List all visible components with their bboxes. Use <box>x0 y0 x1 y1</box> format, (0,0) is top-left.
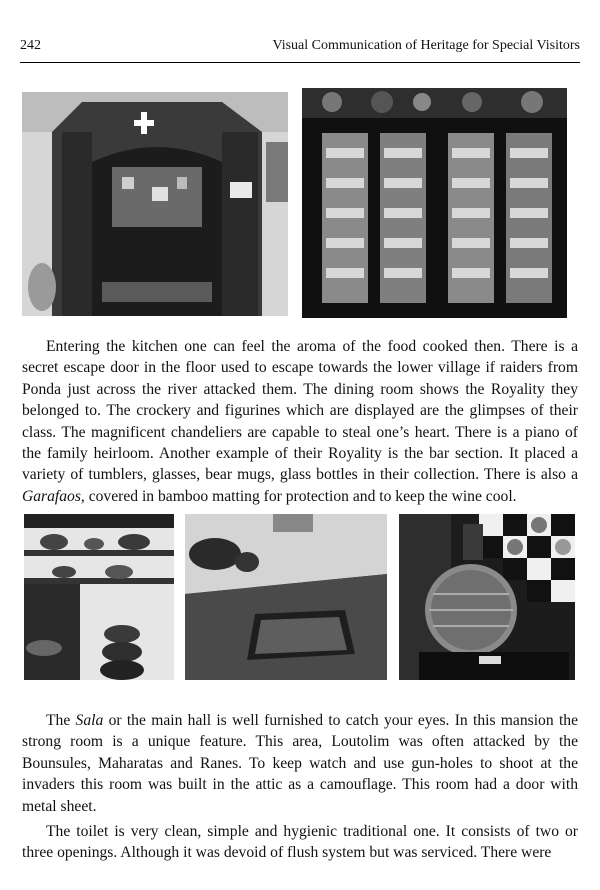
paragraph-toilet: The toilet is very clean, simple and hygienic traditional one. It consists of two or three openings. Although it was devoid of flush system but was serviced. There were <box>22 823 578 862</box>
kitchen-utensils-photo <box>24 514 174 680</box>
running-title: Visual Communication of Heritage for Special Visitors <box>272 38 580 53</box>
crockery-cabinet-photo <box>302 88 567 318</box>
paragraph-kitchen-dining: Entering the kitchen one can feel the aroma of the food cooked then. There is a secret escape door in the floor used to escape towards the lower village if raiders from Ponda just across the river attacked them. The dining room shows the Royality they belonged to. The crockery and figurines which are displayed are the glimpses of their class. The magnificent chandeliers are capable to steal one’s heart. There is a piano of the family heirloom. Another example of their Royality is the bar section. It placed a variety of tumblers, glasses, bear mugs, glass bottles in their collection. There is also a Garafaos, covered in bamboo matting for protection and to keep the wine cool. <box>22 338 578 505</box>
header-rule <box>20 62 580 63</box>
running-header <box>20 38 580 60</box>
paragraph-sala-strong-room: The Sala or the main hall is well furnished to catch your eyes. In this mansion the strong room is a unique feature. This area, Loutolim was often attacked by the Bounsules, Maharatas and Ranes. To keep watch and use gun-holes to shoot at the invaders this room was built in the attic as a camouflage. This room had a door with metal sheet. <box>22 712 578 815</box>
sala-term: Sala <box>75 712 104 729</box>
chapel-altar-photo <box>22 92 288 316</box>
garafaos-term: Garafaos <box>22 487 81 505</box>
secret-escape-door-photo <box>185 514 387 680</box>
garafao-bottle-photo <box>399 514 575 680</box>
page-number: 242 <box>20 38 41 53</box>
